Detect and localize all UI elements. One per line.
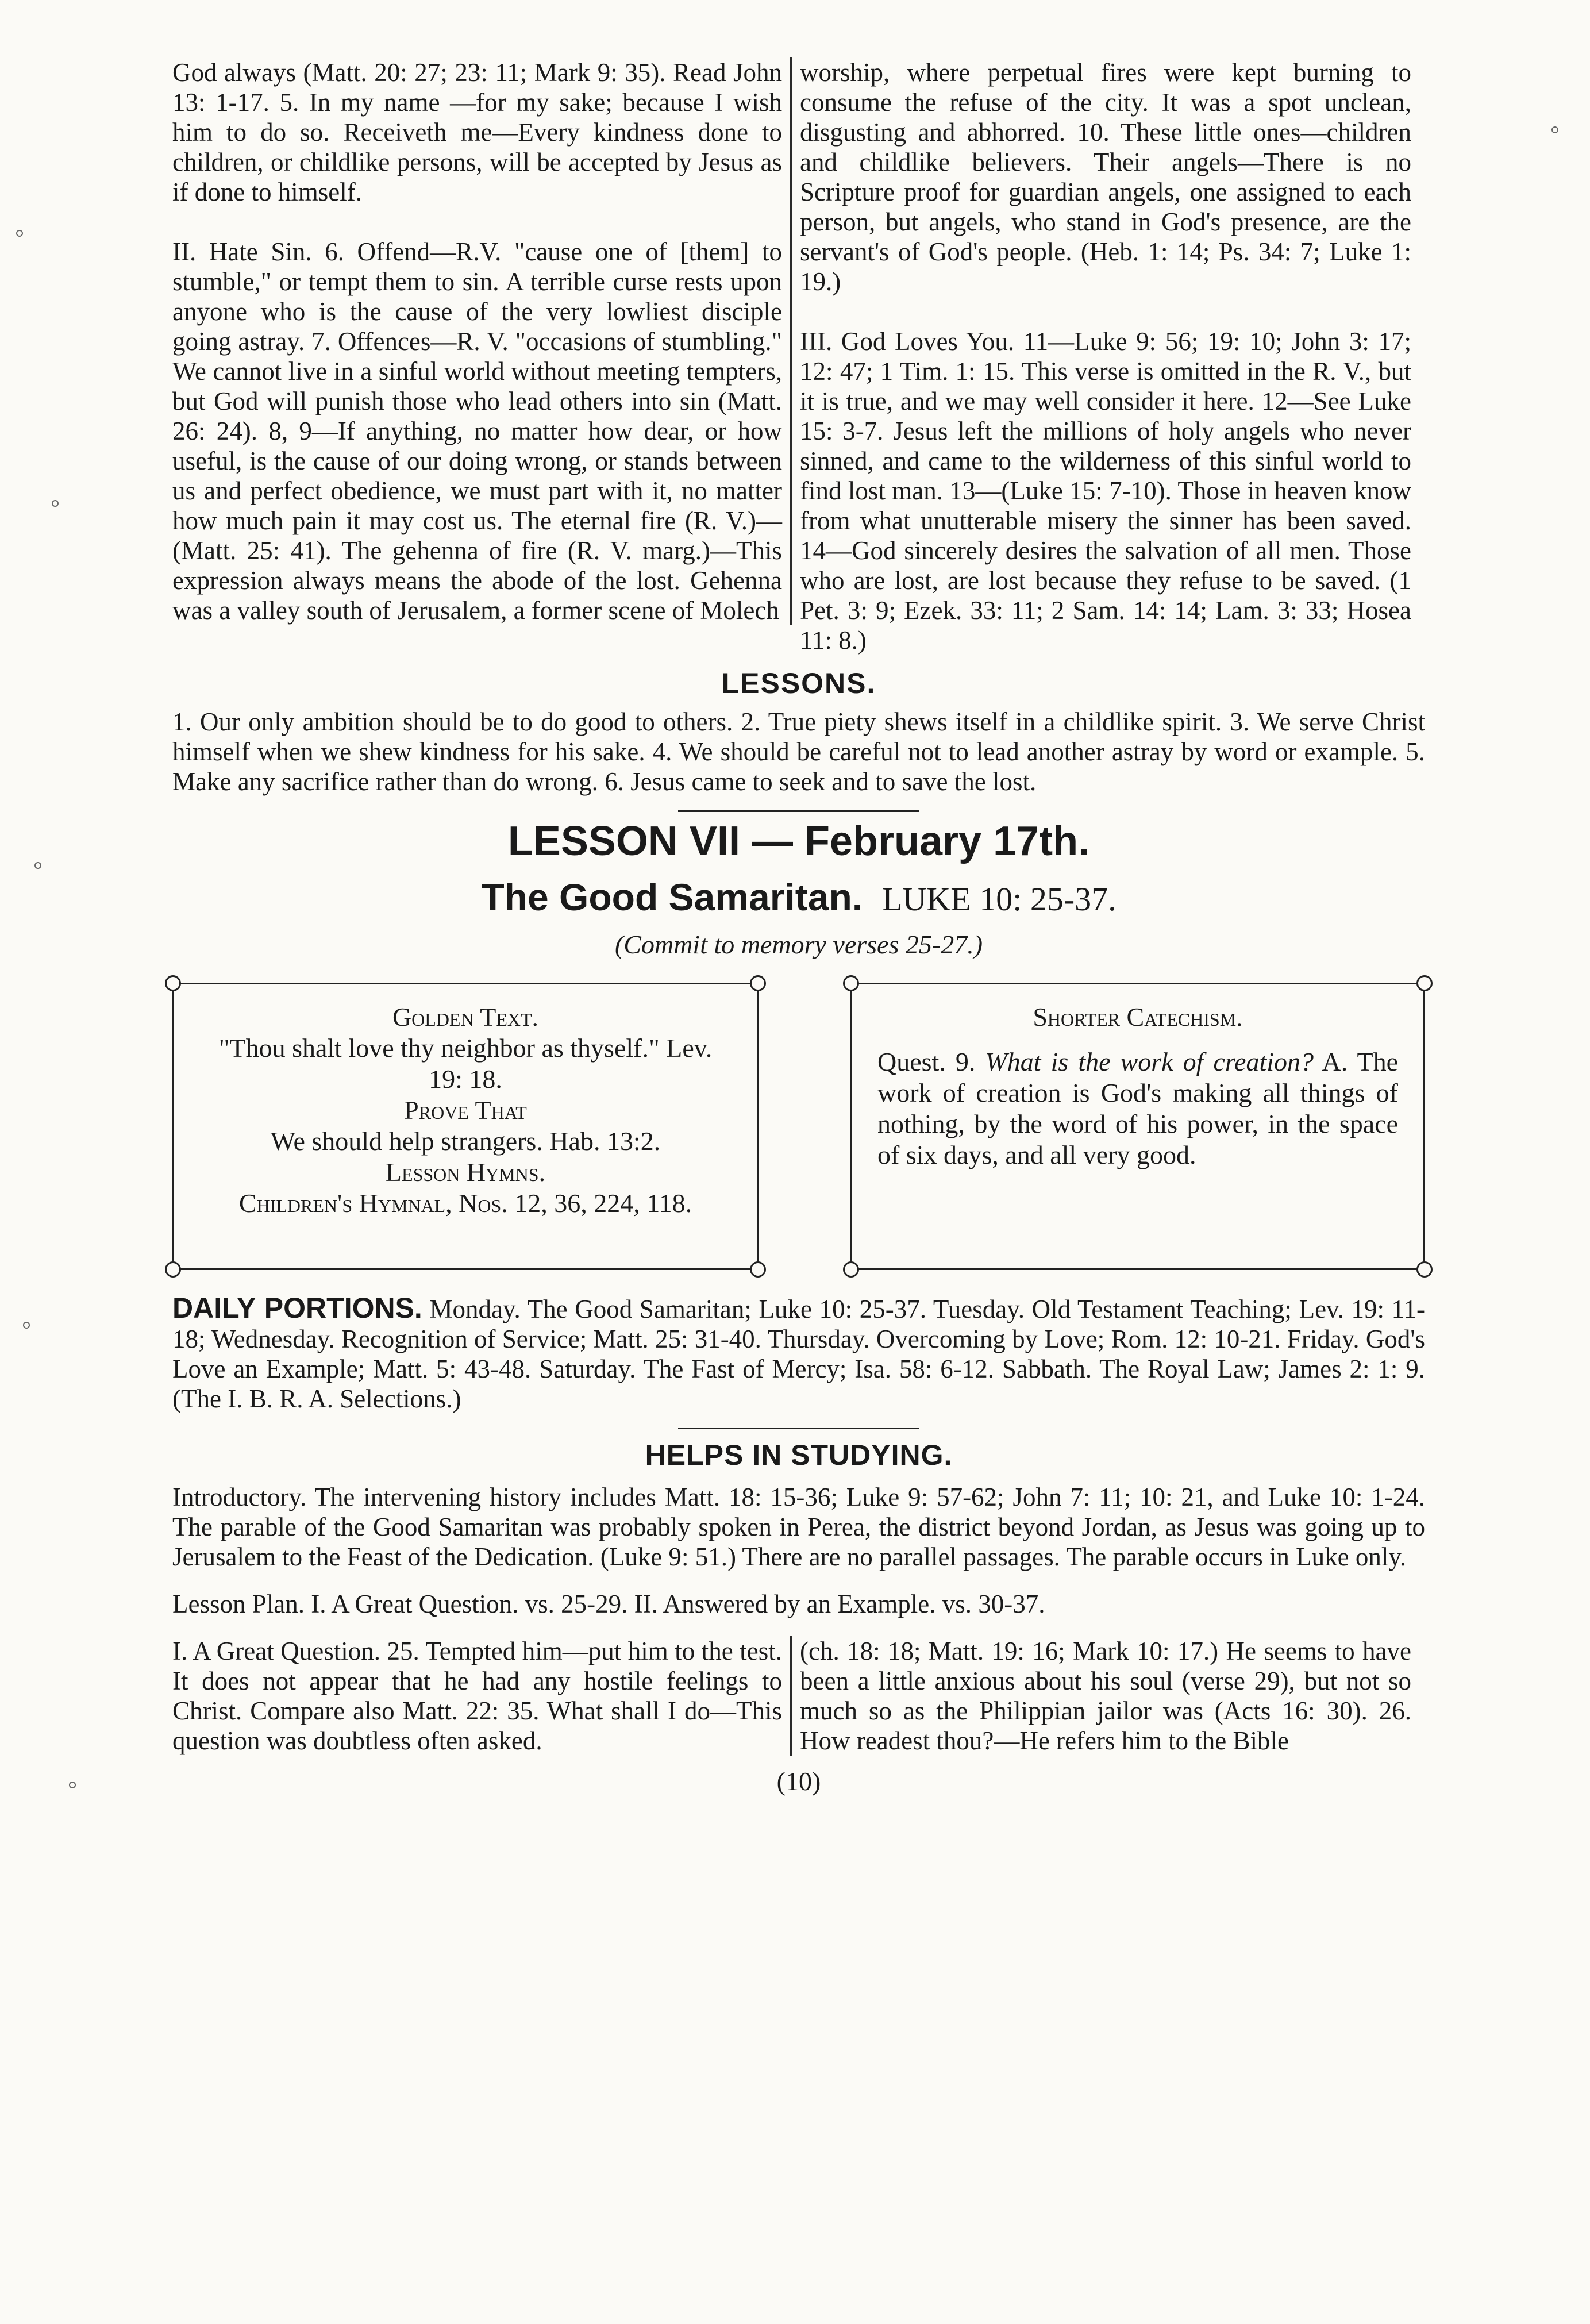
lesson-subtitle: The Good Samaritan. [481, 876, 863, 918]
lesson-plan: Lesson Plan. I. A Great Question. vs. 25-29. II. Answered by an Example. vs. 30-37. [172, 1590, 1045, 1618]
commentary-paragraph: worship, where perpetual fires were kept burning to consume the refuse of the city. It was a spot unclean, disgusting and abhorred. 10. These little ones—children and childlike believers. Their angels—There is no Scripture proof for guardian angels, one assigned to each person, but angels, who stand in God's presence, are the servant's of God's people. (Heb. 1: 14; Ps. 34: 7; Luke 1: 19.) [800, 58, 1411, 296]
scan-speck [23, 1322, 30, 1329]
box-corner-ornament [1416, 975, 1433, 991]
scan-speck [16, 230, 23, 237]
lessons-text: 1. Our only ambition should be to do good to others. 2. True piety shews itself in a childlike spirit. 3. We serve Christ himself when we shew kindness for his sake. 4. We should be careful not to lead another astray by word or example. 5. Make any sacrifice rather than do wrong. 6. Jesus came to seek and to save the lost. [172, 707, 1425, 796]
right-column [792, 1636, 1411, 1756]
scan-speck [34, 862, 41, 869]
catechism-question: What is the work of creation? [985, 1047, 1314, 1076]
prove-that-heading: Prove That [404, 1095, 527, 1125]
lesson-subtitle-line [172, 875, 1425, 919]
catechism-box [850, 983, 1425, 1270]
lesson-hymns-heading: Lesson Hymns. [385, 1157, 546, 1187]
catechism-answer: A. The work of creation is God's making all things of nothing, by the word of his power, in the space of six days, and all very good. [877, 1047, 1398, 1169]
commit-to-memory: (Commit to memory verses 25-27.) [614, 930, 983, 959]
scan-speck [69, 1782, 76, 1788]
box-corner-ornament [750, 1261, 766, 1278]
box-corner-ornament [843, 1261, 859, 1278]
document-page [172, 57, 1425, 1796]
page-number: (10) [776, 1767, 821, 1796]
box-corner-ornament [843, 975, 859, 991]
lessons-heading: LESSONS. [721, 667, 876, 699]
helps-heading: HELPS IN STUDYING. [645, 1439, 953, 1471]
info-boxes [172, 983, 1425, 1270]
bottom-columns [172, 1636, 1425, 1756]
right-column [792, 57, 1411, 655]
question-label: Quest. 9. [877, 1047, 976, 1076]
lesson-title: LESSON VII — February 17th. [507, 818, 1090, 864]
daily-portions [172, 1293, 1425, 1414]
commentary-paragraph: (ch. 18: 18; Matt. 19: 16; Mark 10: 17.) He seems to have been a little anxious about his soul (verse 29), but not so much so as the Philippian jailor was (Acts 16: 30). 26. How readest thou?—He refers him to the Bible [800, 1637, 1411, 1755]
golden-text: "Thou shalt love thy neighbor as thyself." Lev. 19: 18. [218, 1033, 713, 1094]
catechism-heading: Shorter Catechism. [1033, 1002, 1243, 1032]
prove-that-text: We should help strangers. Hab. 13:2. [270, 1126, 661, 1156]
box-corner-ornament [165, 1261, 181, 1278]
scan-speck [52, 500, 59, 507]
commentary-paragraph: II. Hate Sin. 6. Offend—R.V. "cause one of [them] to stumble," or tempt them to sin. A terrible curse rests upon anyone who is the cause of the very lowliest disciple going astray. 7. Offences—R. V. "occasions of stumbling." We cannot live in a sinful world without meeting tempters, but God will punish those who lead others into sin (Matt. 26: 24). 8, 9—If anything, no matter how dear, or how useful, is the cause of our doing wrong, or stands between us and perfect obedience, we must part with it, no matter how much pain it may cost us. The eternal fire (R. V.)—(Matt. 25: 41). The gehenna of fire (R. V. marg.)—This expression always means the abode of the lost. Gehenna was a valley south of Jerusalem, a former scene of Molech [172, 237, 782, 625]
lesson-reference: LUKE 10: 25-37. [882, 880, 1117, 918]
left-column [172, 1636, 792, 1756]
daily-portions-label: DAILY PORTIONS. [172, 1292, 422, 1324]
box-corner-ornament [165, 975, 181, 991]
commentary-paragraph: III. God Loves You. 11—Luke 9: 56; 19: 10; John 3: 17; 12: 47; 1 Tim. 1: 15. This verse is omitted in the R. V., but it is true, and we may well consider it here. 12—See Luke 15: 3-7. Jesus left the millions of holy angels who never sinned, and came to the wilderness of this sinful world to find lost man. 13—(Luke 15: 7-10). Those in heaven know from what unutterable misery the sinner has been saved. 14—God sincerely desires the salvation of all men. Those who are lost, are lost because they refuse to be saved. (1 Pet. 3: 9; Ezek. 33: 11; 2 Sam. 14: 14; Lam. 3: 33; Hosea 11: 8.) [800, 327, 1411, 655]
lesson-hymns-text: Children's Hymnal, Nos. 12, 36, 224, 118. [238, 1188, 692, 1218]
commentary-paragraph: I. A Great Question. 25. Tempted him—put him to the test. It does not appear that he had any hostile feelings to Christ. Compare also Matt. 22: 35. What shall I do—This question was doubtless often asked. [172, 1637, 782, 1755]
daily-portions-text: Monday. The Good Samaritan; Luke 10: 25-37. Tuesday. Old Testament Teaching; Lev. 19: 11-18; Wednesday. Recognition of Service; Matt. 25: 31-40. Thursday. Overcoming by Love; Rom. 12: 10-21. Friday. God's Love an Example; Matt. 5: 43-48. Saturday. The Fast of Mercy; Isa. 58: 6-12. Sabbath. The Royal Law; James 2: 1: 9. (The I. B. R. A. Selections.) [172, 1295, 1425, 1413]
introductory-paragraph: Introductory. The intervening history includes Matt. 18: 15-36; Luke 9: 57-62; John 7: 11; 10: 21, and Luke 10: 1-24. The parable of the Good Samaritan was probably spoken in Perea, the district beyond Jordan, as Jesus was going up to Jerusalem to the Feast of the Dedication. (Luke 9: 51.) There are no parallel passages. The parable occurs in Luke only. [172, 1483, 1425, 1571]
golden-text-heading: Golden Text. [392, 1002, 539, 1032]
box-corner-ornament [1416, 1261, 1433, 1278]
box-corner-ornament [750, 975, 766, 991]
divider [678, 810, 919, 812]
top-columns [172, 57, 1425, 655]
left-column [172, 57, 792, 625]
golden-text-box [172, 983, 759, 1270]
catechism-body [877, 1046, 1398, 1171]
divider [678, 1428, 919, 1429]
scan-speck [1551, 126, 1558, 133]
commentary-paragraph: God always (Matt. 20: 27; 23: 11; Mark 9: 35). Read John 13: 1-17. 5. In my name —for my sake; because I wish him to do so. Receiveth me—Every kindness done to children, or childlike persons, will be accepted by Jesus as if done to himself. [172, 58, 782, 206]
